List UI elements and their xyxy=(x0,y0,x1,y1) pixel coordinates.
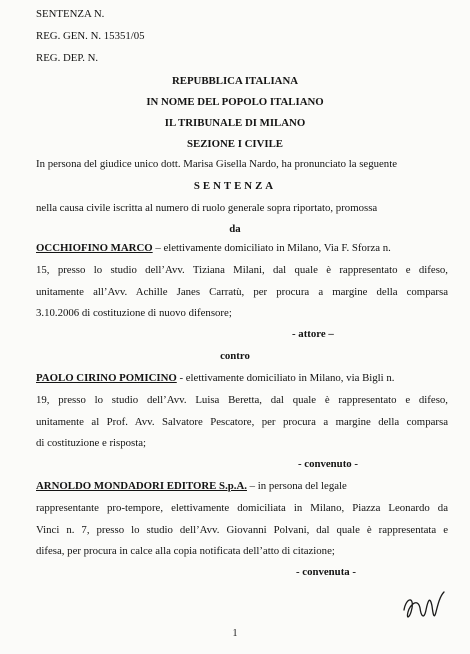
convenuto2-role: - convenuta - xyxy=(296,566,356,578)
page-number: 1 xyxy=(232,628,238,639)
title-repubblica: REPUBBLICA ITALIANA xyxy=(171,75,299,87)
convenuto2-line4: difesa, per procura in calce alla copia notificata dell’atto di citazione; xyxy=(36,545,335,557)
reg-gen-number: REG. GEN. N. 15351/05 xyxy=(36,30,145,42)
convenuto1-line1: - elettivamente domiciliato in Milano, via Bigli n. xyxy=(179,372,395,384)
convenuto2-line2: rappresentante pro-tempore, elettivamente domiciliata in Milano, Piazza Leonardo da xyxy=(36,502,448,514)
attore-line2: 15, presso lo studio dell’Avv. Tiziana Milani, dal quale è rappresentato e difeso, xyxy=(36,264,448,276)
sentenza-heading: SENTENZA xyxy=(193,180,277,192)
title-tribunale: IL TRIBUNALE DI MILANO xyxy=(164,117,306,129)
convenuto1-line2: 19, presso lo studio dell’Avv. Luisa Beretta, dal quale è rappresentato e difeso, xyxy=(36,394,448,406)
causa-line: nella causa civile iscritta al numero di ruolo generale sopra riportato, promossa xyxy=(36,202,378,214)
convenuto1-line4: di costituzione e risposta; xyxy=(36,437,147,449)
convenuto2-header xyxy=(36,480,347,493)
attore-role: - attore – xyxy=(292,328,334,340)
handwritten-signature xyxy=(400,586,448,626)
sentenza-number: SENTENZA N. xyxy=(36,8,105,20)
contro-label: contro xyxy=(220,350,250,362)
convenuto2-line1: – in persona del legale xyxy=(249,480,347,492)
da-label: da xyxy=(229,223,241,235)
convenuto1-name: PAOLO CIRINO POMICINO xyxy=(36,372,177,384)
title-popolo: IN NOME DEL POPOLO ITALIANO xyxy=(146,96,324,108)
title-sezione: SEZIONE I CIVILE xyxy=(186,138,283,150)
attore-line3: unitamente all’Avv. Achille Janes Carratù, per procura a margine della comparsa xyxy=(36,286,448,298)
convenuto2-line3: Vinci n. 7, presso lo studio dell’Avv. Giovanni Polvani, dal quale è rappresentata e xyxy=(36,524,448,536)
attore-name-text: OCCHIOFINO MARCO xyxy=(36,242,153,254)
attore-line1: – elettivamente domiciliato in Milano, Via F. Sforza n. xyxy=(155,242,391,254)
attore-name xyxy=(36,242,391,255)
reg-dep-number: REG. DEP. N. xyxy=(36,52,99,64)
intro-line: In persona del giudice unico dott. Marisa Gisella Nardo, ha pronunciato la seguente xyxy=(36,158,397,170)
convenuto2-name: ARNOLDO MONDADORI EDITORE S.p.A. xyxy=(36,480,247,492)
convenuto1-line3: unitamente al Prof. Avv. Salvatore Pescatore, per procura a margine della comparsa xyxy=(36,416,448,428)
convenuto1-header xyxy=(36,372,394,385)
convenuto1-role: - convenuto - xyxy=(298,458,358,470)
attore-line4: 3.10.2006 di costituzione di nuovo difensore; xyxy=(36,307,232,319)
